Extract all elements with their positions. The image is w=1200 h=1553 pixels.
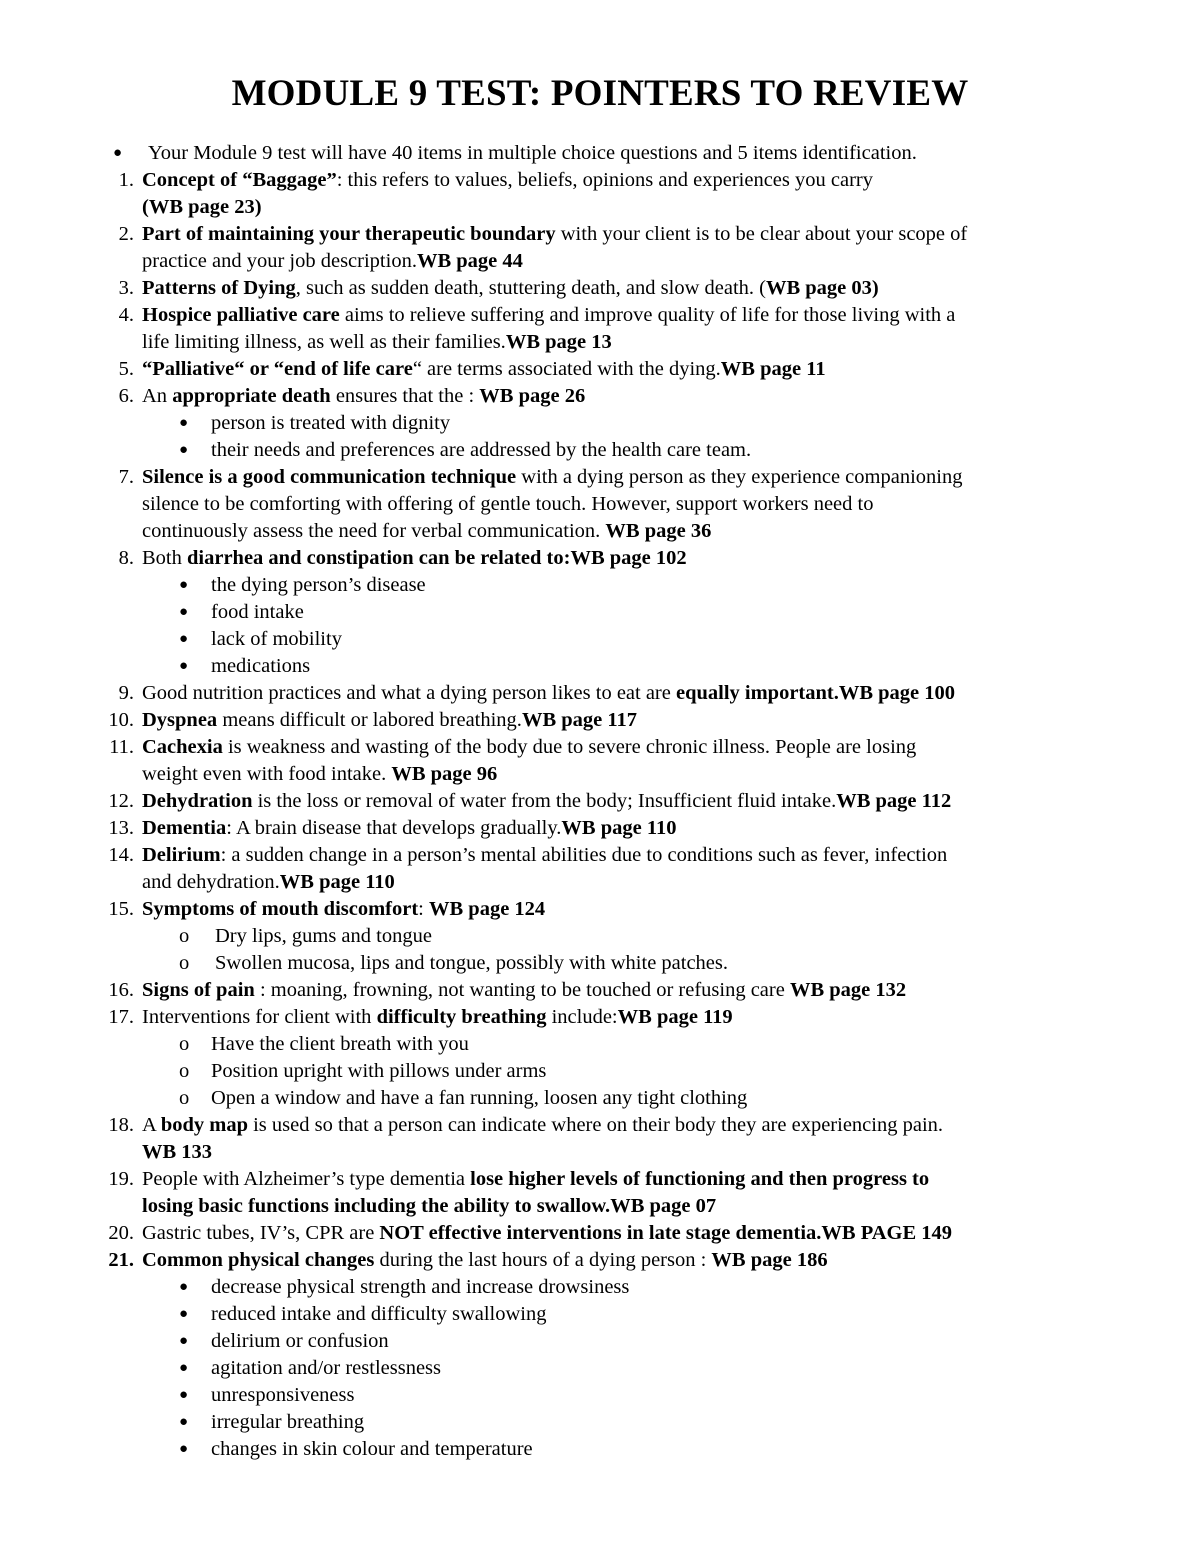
bullet-icon: ● <box>179 1279 189 1295</box>
sub-list-item: ● their needs and preferences are addressed by the health care team. <box>0 437 1200 464</box>
bullet-icon: ● <box>179 1360 189 1376</box>
list-item: 3. Patterns of Dying, such as sudden death, stuttering death, and slow death. (WB page 03) <box>118 277 879 299</box>
list-item-continuation: WB 133 <box>142 1141 213 1163</box>
sub-list-item: ● food intake <box>0 599 1200 626</box>
list-item: 15. Symptoms of mouth discomfort: WB page 124 <box>108 898 546 920</box>
circle-bullet-icon: o <box>179 1060 190 1082</box>
bullet-icon: ● <box>179 577 189 593</box>
list-item: 11. Cachexia is weakness and wasting of the body due to severe chronic illness. People are losing <box>109 736 917 758</box>
list-item: 1. Concept of “Baggage”: this refers to values, beliefs, opinions and experiences you carry <box>118 169 873 191</box>
list-item: 18. A body map is used so that a person can indicate where on their body they are experiencing pain. <box>108 1114 944 1136</box>
bullet-icon: ● <box>113 145 123 161</box>
circle-bullet-icon: o <box>179 1087 190 1109</box>
bullet-icon: ● <box>179 1306 189 1322</box>
list-item: 6. An appropriate death ensures that the : WB page 26 <box>118 385 586 407</box>
bullet-icon: ● <box>179 1414 189 1430</box>
sub-list-item: o Have the client breath with you <box>0 1031 1200 1058</box>
list-item: 9. Good nutrition practices and what a dying person likes to eat are equally important.WB page 100 <box>118 682 956 704</box>
list-item: 14. Delirium: a sudden change in a person’s mental abilities due to conditions such as fever, infection <box>108 844 948 866</box>
list-item-continuation: losing basic functions including the ability to swallow.WB page 07 <box>142 1195 717 1217</box>
intro-line <box>0 140 1200 167</box>
list-item: 16. Signs of pain : moaning, frowning, not wanting to be touched or refusing care WB page 132 <box>108 979 907 1001</box>
sub-list-item: ● the dying person’s disease <box>0 572 1200 599</box>
sub-list-item: ● reduced intake and difficulty swallowing <box>0 1301 1200 1328</box>
bullet-icon: ● <box>179 631 189 647</box>
bullet-icon: ● <box>179 1441 189 1457</box>
sub-list-item: ● agitation and/or restlessness <box>0 1355 1200 1382</box>
sub-list-item: o Swollen mucosa, lips and tongue, possibly with white patches. <box>0 950 1200 977</box>
sub-list-item: ● decrease physical strength and increase drowsiness <box>0 1274 1200 1301</box>
sub-list-item: ● medications <box>0 653 1200 680</box>
sub-list-item: ● changes in skin colour and temperature <box>0 1436 1200 1463</box>
bullet-icon: ● <box>179 415 189 431</box>
list-item: 17. Interventions for client with difficulty breathing include:WB page 119 <box>108 1006 733 1028</box>
list-item-continuation: (WB page 23) <box>142 196 262 218</box>
sub-list-item: o Open a window and have a fan running, loosen any tight clothing <box>0 1085 1200 1112</box>
list-item: 2. Part of maintaining your therapeutic boundary with your client is to be clear about your scope of <box>118 223 968 245</box>
sub-list-item: o Dry lips, gums and tongue <box>0 923 1200 950</box>
sub-list-item: ● unresponsiveness <box>0 1382 1200 1409</box>
bullet-icon: ● <box>179 604 189 620</box>
bullet-icon: ● <box>179 658 189 674</box>
list-item: 7. Silence is a good communication technique with a dying person as they experience companioning <box>118 466 963 488</box>
list-item: 13. Dementia: A brain disease that develops gradually.WB page 110 <box>108 817 677 839</box>
bullet-icon: ● <box>179 1387 189 1403</box>
bullet-icon: ● <box>179 1333 189 1349</box>
list-item-continuation: and dehydration.WB page 110 <box>142 871 395 893</box>
sub-list-item: ● person is treated with dignity <box>0 410 1200 437</box>
list-item: 8. Both diarrhea and constipation can be related to:WB page 102 <box>118 547 687 569</box>
circle-bullet-icon: o <box>179 925 190 947</box>
list-item: 21. Common physical changes during the last hours of a dying person : WB page 186 <box>108 1249 828 1271</box>
pointer-list <box>0 140 1200 1463</box>
list-item-continuation: weight even with food intake. WB page 96 <box>142 763 498 785</box>
list-item-continuation: practice and your job description.WB page 44 <box>142 250 523 272</box>
sub-list-item: ● lack of mobility <box>0 626 1200 653</box>
list-item: 10. Dyspnea means difficult or labored breathing.WB page 117 <box>108 709 637 731</box>
circle-bullet-icon: o <box>179 1033 190 1055</box>
list-item: 20. Gastric tubes, IV’s, CPR are NOT effective interventions in late stage dementia.WB PAGE 149 <box>108 1222 953 1244</box>
sub-list-item: ● irregular breathing <box>0 1409 1200 1436</box>
page-title: MODULE 9 TEST: POINTERS TO REVIEW <box>231 73 969 114</box>
list-item: 12. Dehydration is the loss or removal of water from the body; Insufficient fluid intake.WB page 112 <box>108 790 952 812</box>
sub-list-item: ● delirium or confusion <box>0 1328 1200 1355</box>
list-item-continuation: life limiting illness, as well as their families.WB page 13 <box>142 331 612 353</box>
list-item: 4. Hospice palliative care aims to relieve suffering and improve quality of life for those living with a <box>118 304 956 326</box>
circle-bullet-icon: o <box>179 952 190 974</box>
bullet-icon: ● <box>179 442 189 458</box>
list-item-continuation: continuously assess the need for verbal communication. WB page 36 <box>142 520 712 542</box>
intro-text: Your Module 9 test will have 40 items in multiple choice questions and 5 items identification. <box>148 142 917 164</box>
sub-list-item: o Position upright with pillows under arms <box>0 1058 1200 1085</box>
list-item: 19. People with Alzheimer’s type dementia lose higher levels of functioning and then progress to <box>108 1168 930 1190</box>
list-item-continuation: silence to be comforting with offering of gentle touch. However, support workers need to <box>142 493 874 515</box>
list-item: 5. “Palliative“ or “end of life care“ are terms associated with the dying.WB page 11 <box>118 358 826 380</box>
